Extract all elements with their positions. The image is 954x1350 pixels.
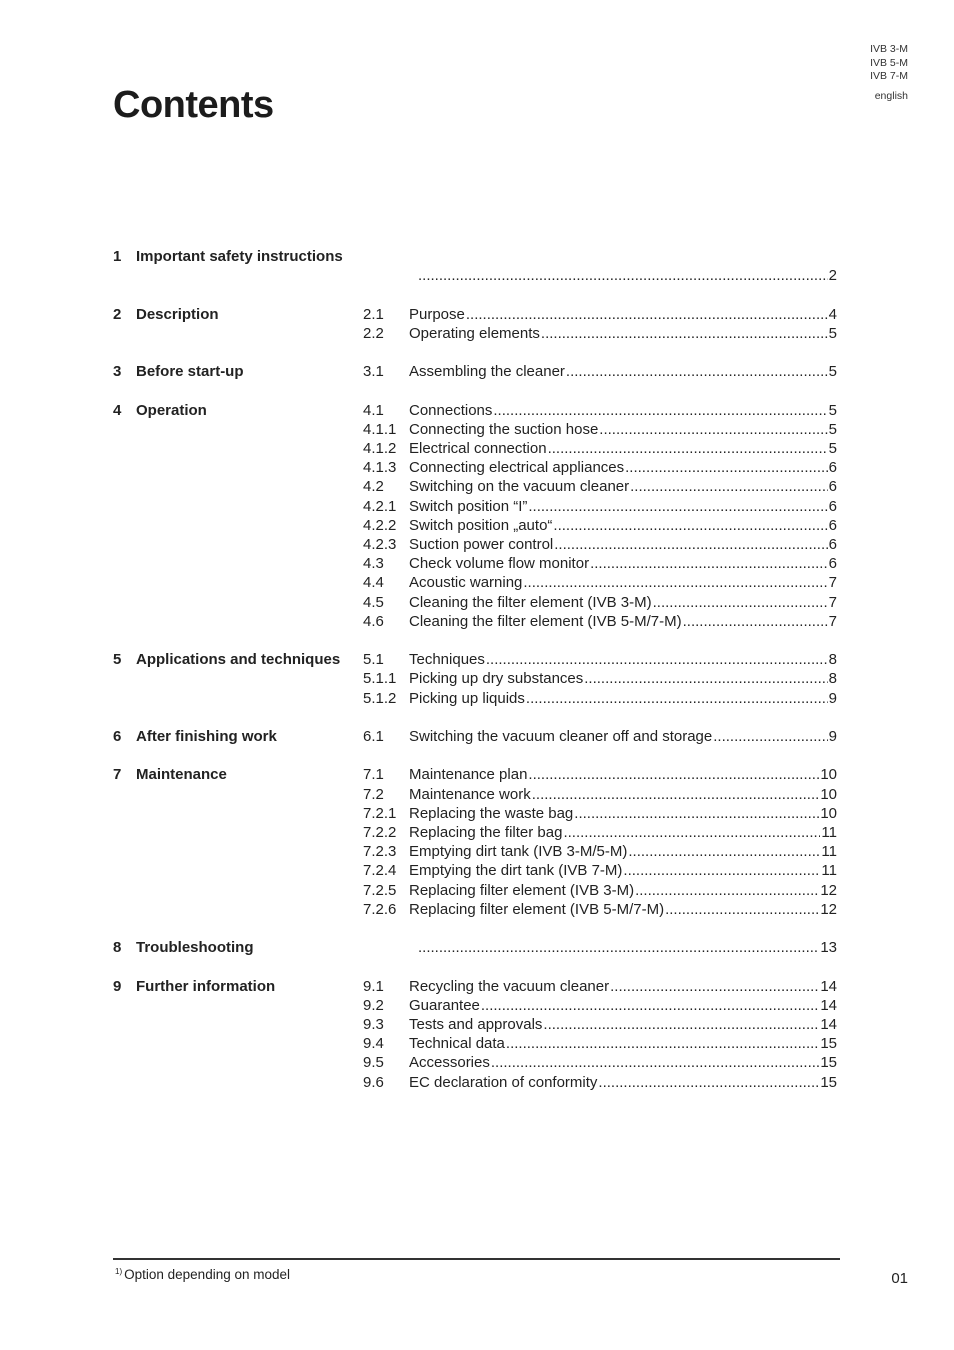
entry-page-number: 2 bbox=[828, 267, 837, 285]
footnote-text: Option depending on model bbox=[124, 1267, 291, 1282]
section-number: 3 bbox=[113, 363, 122, 381]
toc-entry[interactable] bbox=[363, 1015, 837, 1034]
table-of-contents bbox=[113, 247, 837, 1111]
entry-title: Technical data bbox=[409, 1035, 505, 1053]
entry-title: Guarantee bbox=[409, 996, 480, 1014]
entry-title: Replacing filter element (IVB 5-M/7-M) bbox=[409, 900, 665, 918]
entry-title: Tests and approvals bbox=[409, 1016, 543, 1033]
entry-page-number: 6 bbox=[828, 459, 837, 477]
entry-title: Picking up liquids bbox=[409, 689, 525, 707]
toc-entry[interactable] bbox=[363, 305, 837, 324]
toc-entry[interactable] bbox=[363, 458, 837, 477]
entry-title: Connecting the suction hose bbox=[409, 420, 599, 438]
section-number: 8 bbox=[113, 939, 122, 957]
section-number: 5 bbox=[113, 651, 122, 669]
entry-number: 5.1 bbox=[363, 651, 384, 669]
dot-leader bbox=[610, 977, 819, 996]
toc-section bbox=[113, 247, 837, 285]
entry-title: Maintenance plan bbox=[409, 766, 528, 784]
section-number: 4 bbox=[113, 401, 122, 419]
model-header bbox=[870, 43, 908, 103]
toc-entry[interactable] bbox=[363, 689, 837, 708]
toc-entry[interactable] bbox=[363, 1034, 837, 1053]
entry-page-number: 12 bbox=[820, 900, 837, 918]
toc-entry[interactable] bbox=[363, 938, 837, 957]
entry-title: Switch position „auto“ bbox=[409, 516, 553, 534]
entry-number: 9.1 bbox=[363, 977, 384, 995]
toc-section bbox=[113, 977, 837, 1092]
page-title: Contents bbox=[113, 84, 274, 126]
toc-entry[interactable] bbox=[363, 439, 837, 458]
section-number: 6 bbox=[113, 728, 122, 745]
entry-title: EC declaration of conformity bbox=[409, 1073, 598, 1091]
model-name: IVB 7-M bbox=[870, 70, 908, 82]
dot-leader bbox=[548, 439, 828, 458]
entry-title: Electrical connection bbox=[409, 439, 547, 457]
entry-number: 7.2 bbox=[363, 785, 384, 803]
toc-entry[interactable] bbox=[363, 861, 837, 880]
entry-page-number: 4 bbox=[828, 305, 837, 323]
section-entries bbox=[363, 305, 837, 343]
dot-leader bbox=[599, 420, 827, 439]
footnote-marker: 1) bbox=[115, 1267, 123, 1276]
toc-entry[interactable] bbox=[363, 612, 837, 631]
section-entries bbox=[363, 977, 837, 1092]
toc-entry[interactable] bbox=[363, 516, 837, 535]
toc-entry[interactable] bbox=[363, 420, 837, 439]
entry-title: Replacing the filter bag bbox=[409, 824, 563, 841]
toc-entry[interactable] bbox=[363, 497, 837, 516]
entry-number: 4.2 bbox=[363, 478, 384, 496]
section-title: After finishing work bbox=[136, 728, 277, 745]
model-name: IVB 3-M bbox=[870, 43, 908, 55]
entry-title: Purpose bbox=[409, 305, 465, 323]
toc-entry[interactable] bbox=[363, 324, 837, 343]
toc-section bbox=[113, 727, 837, 746]
entry-page-number: 7 bbox=[828, 593, 837, 611]
toc-entry[interactable] bbox=[363, 765, 837, 784]
dot-leader bbox=[418, 938, 819, 957]
entry-title: Switching the vacuum cleaner off and storage bbox=[409, 728, 713, 745]
toc-entry[interactable] bbox=[363, 727, 837, 746]
model-name: IVB 5-M bbox=[870, 56, 908, 69]
entry-page-number: 15 bbox=[820, 1054, 837, 1072]
dot-leader bbox=[713, 727, 827, 746]
dot-leader bbox=[683, 612, 828, 631]
entry-title: Suction power control bbox=[409, 536, 554, 553]
entry-page-number: 14 bbox=[820, 977, 837, 995]
entry-page-number: 11 bbox=[821, 843, 837, 861]
language-label: english bbox=[874, 89, 908, 102]
toc-entry[interactable] bbox=[363, 900, 837, 919]
entry-page-number: 14 bbox=[820, 1016, 837, 1033]
entry-title: Cleaning the filter element (IVB 5-M/7-M) bbox=[409, 612, 682, 630]
section-entries bbox=[363, 247, 837, 285]
toc-entry[interactable] bbox=[363, 785, 837, 804]
dot-leader bbox=[523, 573, 827, 592]
page-number: 01 bbox=[891, 1270, 908, 1287]
dot-leader bbox=[486, 650, 828, 669]
dot-leader bbox=[574, 804, 819, 823]
section-title: Before start-up bbox=[136, 363, 244, 381]
section-title: Applications and techniques bbox=[136, 651, 341, 669]
toc-entry[interactable] bbox=[363, 977, 837, 996]
toc-entry[interactable] bbox=[363, 996, 837, 1015]
section-title: Maintenance bbox=[136, 766, 227, 784]
toc-entry[interactable] bbox=[363, 266, 837, 285]
entry-number: 4.6 bbox=[363, 612, 384, 630]
toc-entry[interactable] bbox=[363, 362, 837, 381]
toc-entry[interactable] bbox=[363, 1073, 837, 1092]
entry-number: 9.6 bbox=[363, 1073, 384, 1091]
toc-entry[interactable] bbox=[363, 881, 837, 900]
dot-leader bbox=[630, 477, 828, 496]
entry-number: 4.2.3 bbox=[363, 536, 397, 553]
toc-section bbox=[113, 362, 837, 381]
entry-number: 3.1 bbox=[363, 363, 384, 381]
dot-leader bbox=[493, 401, 827, 420]
dot-leader bbox=[563, 823, 820, 842]
entry-number: 4.2.2 bbox=[363, 516, 397, 534]
entry-title: Check volume flow monitor bbox=[409, 555, 590, 573]
footer-divider bbox=[113, 1258, 840, 1260]
dot-leader bbox=[584, 669, 827, 688]
dot-leader bbox=[553, 516, 827, 535]
section-number: 7 bbox=[113, 766, 122, 784]
entry-page-number: 6 bbox=[828, 516, 837, 534]
entry-page-number: 10 bbox=[820, 785, 837, 803]
dot-leader bbox=[491, 1053, 819, 1072]
toc-section bbox=[113, 765, 837, 919]
entry-title: Switching on the vacuum cleaner bbox=[409, 478, 630, 496]
dot-leader bbox=[481, 996, 819, 1015]
section-entries bbox=[363, 938, 837, 957]
section-entries bbox=[363, 401, 837, 631]
toc-entry[interactable] bbox=[363, 477, 837, 496]
dot-leader bbox=[541, 324, 828, 343]
entry-number: 9.2 bbox=[363, 996, 384, 1014]
dot-leader bbox=[628, 842, 820, 861]
toc-entry[interactable] bbox=[363, 669, 837, 688]
toc-entry[interactable] bbox=[363, 842, 837, 861]
entry-number: 7.1 bbox=[363, 766, 384, 784]
entry-page-number: 13 bbox=[820, 939, 837, 957]
entry-page-number: 10 bbox=[820, 766, 837, 784]
dot-leader bbox=[528, 497, 827, 516]
entry-number: 7.2.1 bbox=[363, 804, 397, 822]
section-title: Troubleshooting bbox=[136, 939, 254, 957]
entry-page-number: 5 bbox=[828, 363, 837, 381]
entry-title: Connections bbox=[409, 401, 493, 419]
entry-number: 9.3 bbox=[363, 1016, 384, 1033]
entry-number: 6.1 bbox=[363, 728, 384, 745]
entry-title: Assembling the cleaner bbox=[409, 363, 565, 381]
entry-page-number: 8 bbox=[828, 651, 837, 669]
entry-page-number: 5 bbox=[828, 420, 837, 438]
entry-number: 2.1 bbox=[363, 305, 384, 323]
toc-section bbox=[113, 650, 837, 708]
entry-number: 9.5 bbox=[363, 1054, 384, 1072]
toc-entry[interactable] bbox=[363, 823, 837, 842]
dot-leader bbox=[598, 1073, 819, 1092]
entry-page-number: 5 bbox=[828, 324, 837, 342]
section-entries bbox=[363, 727, 837, 746]
entry-title: Picking up dry substances bbox=[409, 670, 584, 688]
entry-page-number: 12 bbox=[820, 881, 837, 899]
entry-page-number: 15 bbox=[820, 1073, 837, 1091]
entry-number: 4.1.3 bbox=[363, 459, 397, 477]
entry-number: 7.2.6 bbox=[363, 900, 397, 918]
entry-page-number: 10 bbox=[820, 804, 837, 822]
entry-number: 7.2.3 bbox=[363, 843, 397, 861]
dot-leader bbox=[625, 458, 828, 477]
toc-entry[interactable] bbox=[363, 593, 837, 612]
entry-number: 2.2 bbox=[363, 324, 384, 342]
entry-page-number: 6 bbox=[828, 478, 837, 496]
section-entries bbox=[363, 362, 837, 381]
entry-number: 5.1.2 bbox=[363, 689, 397, 707]
entry-page-number: 14 bbox=[820, 996, 837, 1014]
dot-leader bbox=[543, 1015, 819, 1034]
entry-title: Replacing filter element (IVB 3-M) bbox=[409, 881, 635, 899]
entry-number: 4.3 bbox=[363, 555, 384, 573]
dot-leader bbox=[418, 266, 828, 285]
entry-title: Operating elements bbox=[409, 324, 540, 342]
section-number: 2 bbox=[113, 305, 122, 323]
toc-section bbox=[113, 305, 837, 343]
entry-page-number: 5 bbox=[828, 439, 837, 457]
toc-entry[interactable] bbox=[363, 650, 837, 669]
entry-number: 7.2.5 bbox=[363, 881, 397, 899]
entry-number: 4.1.1 bbox=[363, 420, 397, 438]
entry-page-number: 6 bbox=[828, 536, 837, 553]
dot-leader bbox=[635, 881, 819, 900]
dot-leader bbox=[665, 900, 819, 919]
entry-title: Replacing the waste bag bbox=[409, 804, 574, 822]
entry-number: 4.4 bbox=[363, 574, 384, 592]
dot-leader bbox=[623, 861, 820, 880]
toc-entry[interactable] bbox=[363, 1053, 837, 1072]
entry-number: 7.2.4 bbox=[363, 862, 397, 880]
section-number: 9 bbox=[113, 977, 122, 995]
dot-leader bbox=[526, 689, 828, 708]
section-title: Operation bbox=[136, 401, 207, 419]
dot-leader bbox=[528, 765, 819, 784]
entry-number: 7.2.2 bbox=[363, 824, 397, 841]
section-title: Further information bbox=[136, 977, 276, 995]
entry-page-number: 6 bbox=[828, 497, 837, 515]
entry-number: 4.1.2 bbox=[363, 439, 397, 457]
entry-page-number: 9 bbox=[828, 728, 837, 745]
entry-title: Connecting electrical appliances bbox=[409, 459, 625, 477]
toc-entry[interactable] bbox=[363, 401, 837, 420]
entry-page-number: 8 bbox=[828, 670, 837, 688]
dot-leader bbox=[466, 305, 828, 324]
entry-number: 4.2.1 bbox=[363, 497, 397, 515]
footnote bbox=[115, 1267, 290, 1282]
toc-entry[interactable] bbox=[363, 535, 837, 554]
entry-page-number: 7 bbox=[828, 574, 837, 592]
entry-number: 4.5 bbox=[363, 593, 384, 611]
entry-title: Emptying the dirt tank (IVB 7-M) bbox=[409, 862, 623, 880]
entry-page-number: 11 bbox=[821, 824, 837, 841]
dot-leader bbox=[566, 362, 828, 381]
section-title: Description bbox=[136, 305, 219, 323]
entry-page-number: 15 bbox=[820, 1035, 837, 1053]
dot-leader bbox=[590, 554, 828, 573]
entry-number: 4.1 bbox=[363, 401, 384, 419]
toc-entry[interactable] bbox=[363, 804, 837, 823]
entry-title: Acoustic warning bbox=[409, 574, 523, 592]
section-entries bbox=[363, 650, 837, 708]
entry-title: Recycling the vacuum cleaner bbox=[409, 977, 610, 995]
section-entries bbox=[363, 765, 837, 919]
toc-section bbox=[113, 938, 837, 957]
toc-entry[interactable] bbox=[363, 573, 837, 592]
toc-section bbox=[113, 401, 837, 631]
entry-title: Switch position “I” bbox=[409, 497, 528, 515]
dot-leader bbox=[532, 785, 820, 804]
entry-number: 5.1.1 bbox=[363, 670, 397, 688]
dot-leader bbox=[554, 535, 827, 554]
entry-number: 9.4 bbox=[363, 1035, 384, 1053]
entry-title: Maintenance work bbox=[409, 785, 531, 803]
entry-title: Techniques bbox=[409, 651, 485, 669]
entry-title: Cleaning the filter element (IVB 3-M) bbox=[409, 593, 652, 611]
entry-title: Emptying dirt tank (IVB 3-M/5-M) bbox=[409, 843, 628, 861]
entry-page-number: 5 bbox=[828, 401, 837, 419]
entry-title: Accessories bbox=[409, 1054, 490, 1072]
dot-leader bbox=[506, 1034, 819, 1053]
entry-page-number: 6 bbox=[828, 555, 837, 573]
entry-page-number: 9 bbox=[828, 689, 837, 707]
section-number: 1 bbox=[113, 248, 122, 265]
dot-leader bbox=[653, 593, 828, 612]
section-title: Important safety instructions bbox=[136, 248, 343, 265]
toc-entry[interactable] bbox=[363, 554, 837, 573]
entry-page-number: 7 bbox=[828, 612, 837, 630]
entry-page-number: 11 bbox=[821, 862, 837, 880]
